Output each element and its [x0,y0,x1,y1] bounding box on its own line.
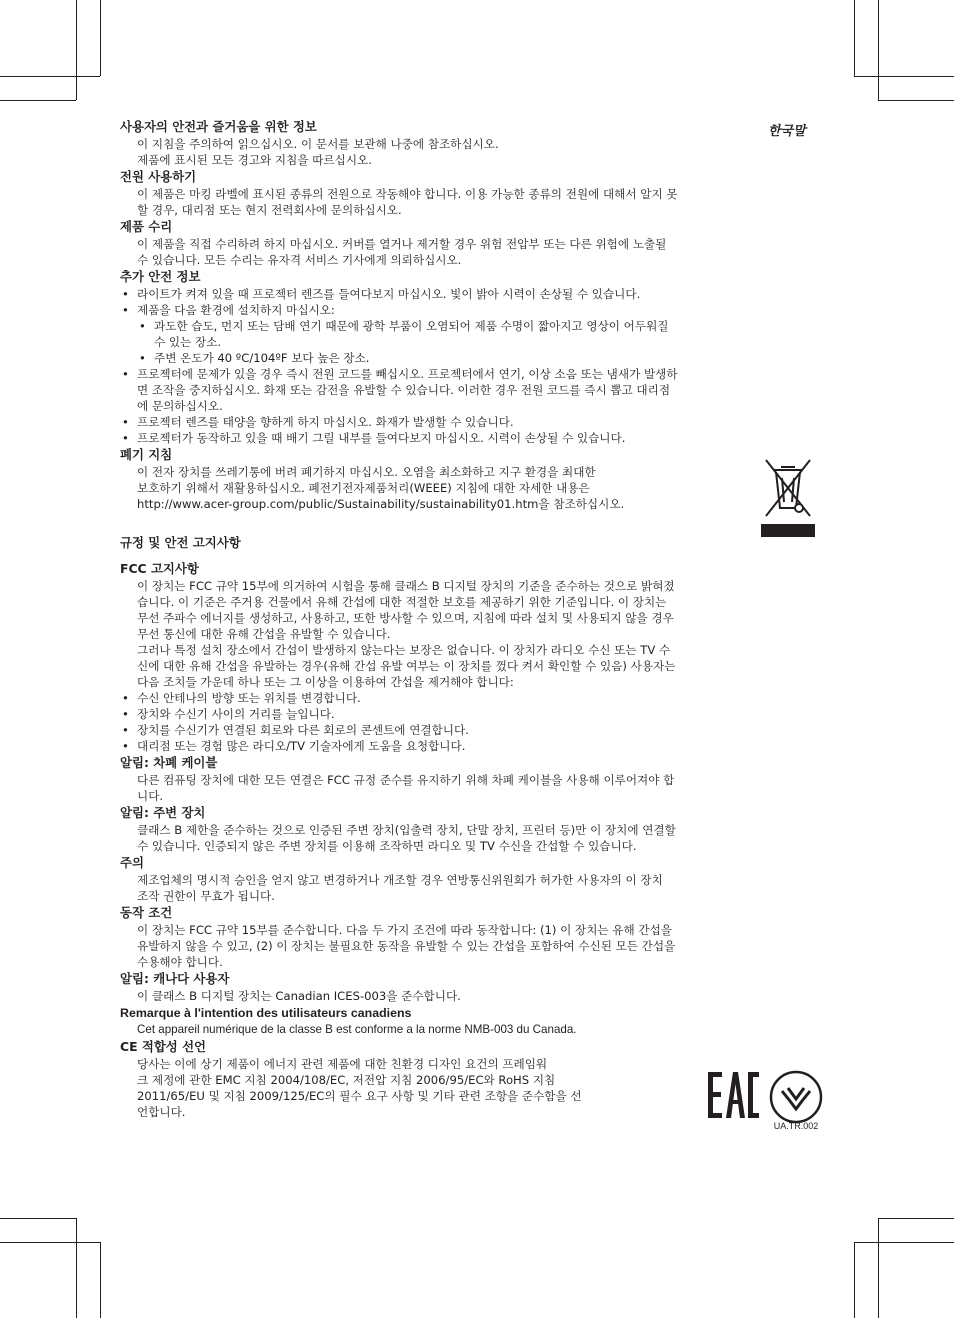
list-item: • 제품을 다음 환경에 설치하지 마십시오: [137,302,836,318]
list-item: • 대리점 또는 경험 많은 라디오/TV 기술자에게 도움을 요청합니다. [137,738,836,754]
crop-mark [100,1242,101,1318]
section-title-ce: CE 적합성 선언 [120,1039,207,1054]
paragraph-line: 보호하기 위해서 재활용하십시오. 폐전기전자제품처리(WEEE) 지침에 대한 자세한 내용은 [137,481,590,495]
list-item: • 장치와 수신기 사이의 거리를 늘입니다. [137,706,836,722]
disposal-block [120,464,836,512]
paragraph-line: 제조업체의 명시적 승인을 얻지 않고 변경하거나 개조할 경우 연방통신위원회가 허가한 사용자의 이 장치 [137,873,663,887]
list-item: • 수신 안테나의 방향 또는 위치를 변경합니다. [137,690,836,706]
section-title-canada-fr: Remarque à l'intention des utilisateurs canadiens [120,1006,412,1020]
section-title-extra-safety: 추가 안전 정보 [120,269,201,284]
paragraph-line: 수 있습니다. 모든 수리는 유자격 서비스 기사에게 의뢰하십시오. [137,253,462,267]
eac-mark-icon [706,1070,760,1120]
ce-block [120,1056,836,1131]
language-label: 한국말 [768,124,806,139]
ua-mark-label: UA.TR.002 [773,1121,819,1131]
paragraph-line: 이 장치는 FCC 규약 15부를 준수합니다. 다음 두 가지 조건에 따라 동작합니다: (1) 이 장치는 유해 간섭을 [137,923,672,937]
crop-mark [0,76,100,77]
sub-list-item: • 과도한 습도, 먼지 또는 담배 연기 때문에 광학 부품이 오염되어 제품 수명이 짧아지고 영상이 어두워질 [154,318,836,334]
section-title-caution: 주의 [120,855,144,870]
section-title-regulatory: 규정 및 안전 고지사항 [120,535,241,550]
paragraph-line: 니다. [137,789,164,803]
paragraph-line: 이 클래스 B 디지털 장치는 Canadian ICES-003을 준수합니다. [137,989,461,1003]
paragraph-line: 크 제정에 관한 EMC 지침 2004/108/EC, 저전압 지침 2006/95/EC와 RoHS 지침 [137,1073,556,1087]
crop-mark [854,0,855,76]
paragraph-line: 이 제품을 직접 수리하려 하지 마십시오. 커버를 열거나 제거할 경우 위험 전압부 또는 다른 위험에 노출될 [137,237,667,251]
paragraph-line: 언합니다. [137,1105,186,1119]
paragraph-line: 유발하지 않을 수 있고, (2) 이 장치는 불필요한 동작을 유발할 수 있는 간섭을 포함하여 수신된 모든 간섭을 [137,939,676,953]
paragraph-line: 수 있습니다. 인증되지 않은 주변 장치를 이용해 조작하면 라디오 및 TV 수신을 간섭할 수 있습니다. [137,839,637,853]
paragraph-line: 당사는 이에 상기 제품이 에너지 관련 제품에 대한 친환경 디자인 요건의 프레임워 [137,1057,548,1071]
paragraph-line: http://www.acer-group.com/public/Sustainability/sustainability01.htm을 참조하십시오. [137,497,625,511]
list-item-continued: 에 문의하십시오. [137,399,223,413]
list-item: • 프로젝터가 동작하고 있을 때 배기 그릴 내부를 들여다보지 마십시오. 시력이 손상될 수 있습니다. [137,430,836,446]
paragraph-line: 다른 컴퓨팅 장치에 대한 모든 연결은 FCC 규정 준수를 유지하기 위해 차폐 케이블을 사용해 이루어져야 합 [137,773,675,787]
section-title-disposal: 폐기 지침 [120,447,173,462]
section-title-shielded-cable: 알림: 차폐 케이블 [120,755,218,770]
crop-mark [0,1218,76,1219]
weee-crossed-bin-icon [760,456,816,540]
list-item: • 프로젝터 렌즈를 태양을 향하게 하지 마십시오. 화재가 발생할 수 있습니다. [137,414,836,430]
paragraph-line: 수용해야 합니다. [137,955,223,969]
crop-mark [878,1218,954,1219]
paragraph-line: 무선 주파수 에너지를 생성하고, 사용하고, 또한 방사할 수 있으며, 지침에 따라 설치 및 사용되지 않을 경우 [137,611,674,625]
section-title-canada: 알림: 캐나다 사용자 [120,971,230,986]
paragraph-line: Cet appareil numérique de la classe B est conforme a la norme NMB-003 du Canada. [137,1023,577,1036]
section-title-repair: 제품 수리 [120,219,173,234]
crop-mark [76,0,77,100]
list-item: • 프로젝터에 문제가 있을 경우 즉시 전원 코드를 빼십시오. 프로젝터에서 연기, 이상 소음 또는 냄새가 발생하 [137,366,836,382]
document-body [120,118,836,1131]
paragraph-line: 습니다. 이 기준은 주거용 건물에서 유해 간섭에 대한 적절한 보호를 제공하기 위한 기준입니다. 이 장치는 [137,595,667,609]
paragraph-line: 이 지침을 주의하여 읽으십시오. 이 문서를 보관해 나중에 참조하십시오. [137,137,499,151]
crop-mark [854,1242,954,1243]
list-item-continued: 면 조작을 중지하십시오. 화재 또는 감전을 유발할 수 있습니다. 이러한 경우 전원 코드를 즉시 뽑고 대리점 [137,383,671,397]
paragraph-line: 이 장치는 FCC 규약 15부에 의거하여 시험을 통해 클래스 B 디지털 장치의 기준을 준수하는 것으로 밝혀졌 [137,579,675,593]
paragraph-line: 클래스 B 제한을 준수하는 것으로 인증된 주변 장치(입출력 장치, 단말 장치, 프린터 등)만 이 장치에 연결할 [137,823,676,837]
paragraph-line: 제품에 표시된 모든 경고와 지침을 따르십시오. [137,153,372,167]
sub-list-item: • 주변 온도가 40 ºC/104ºF 보다 높은 장소. [154,350,836,366]
section-title-operating: 동작 조건 [120,905,173,920]
list-item: • 장치를 수신기가 연결된 회로와 다른 회로의 콘센트에 연결합니다. [137,722,836,738]
section-title-power: 전원 사용하기 [120,169,197,184]
crop-mark [0,1242,100,1243]
sub-list-item-continued: 수 있는 장소. [154,335,222,349]
crop-mark [76,1218,77,1318]
paragraph-line: 2011/65/EU 및 지침 2009/125/EC의 필수 요구 사항 및 기타 관련 조항을 준수함을 선 [137,1089,582,1103]
paragraph-line: 무선 통신에 대한 유해 간섭을 유발할 수 있습니다. [137,627,391,641]
crop-mark [878,100,954,101]
paragraph-line: 이 전자 장치를 쓰레기통에 버려 폐기하지 마십시오. 오염을 최소화하고 지구 환경을 최대한 [137,465,596,479]
paragraph-line: 조작 권한이 무효가 됩니다. [137,889,275,903]
crop-mark [878,0,879,100]
crop-mark [0,100,76,101]
paragraph-line: 다음 조치들 가운데 하나 또는 그 이상을 이용하여 간섭을 제거해야 합니다: [137,675,514,689]
crop-mark [878,1218,879,1318]
crop-mark [100,0,101,76]
section-title-fcc: FCC 고지사항 [120,561,199,576]
list-item: • 라이트가 켜져 있을 때 프로젝터 렌즈를 들여다보지 마십시오. 빛이 밝아 시력이 손상될 수 있습니다. [137,286,836,302]
paragraph-line: 신에 대한 유해 간섭을 유발하는 경우(유해 간섭 유발 여부는 이 장치를 껐다 켜서 확인할 수 있음) 사용자는 [137,659,676,673]
crop-mark [854,76,954,77]
paragraph-line: 그러나 특정 설치 장소에서 간섭이 발생하지 않는다는 보장은 없습니다. 이 장치가 라디오 수신 또는 TV 수 [137,643,671,657]
crop-mark [854,1242,855,1318]
section-title-safety: 사용자의 안전과 즐거움을 위한 정보 [120,119,317,134]
paragraph-line: 할 경우, 대리점 또는 현지 전력회사에 문의하십시오. [137,203,402,217]
section-title-peripheral: 알림: 주변 장치 [120,805,206,820]
paragraph-line: 이 제품은 마킹 라벨에 표시된 종류의 전원으로 작동해야 합니다. 이용 가능한 종류의 전원에 대해서 알지 못 [137,187,678,201]
